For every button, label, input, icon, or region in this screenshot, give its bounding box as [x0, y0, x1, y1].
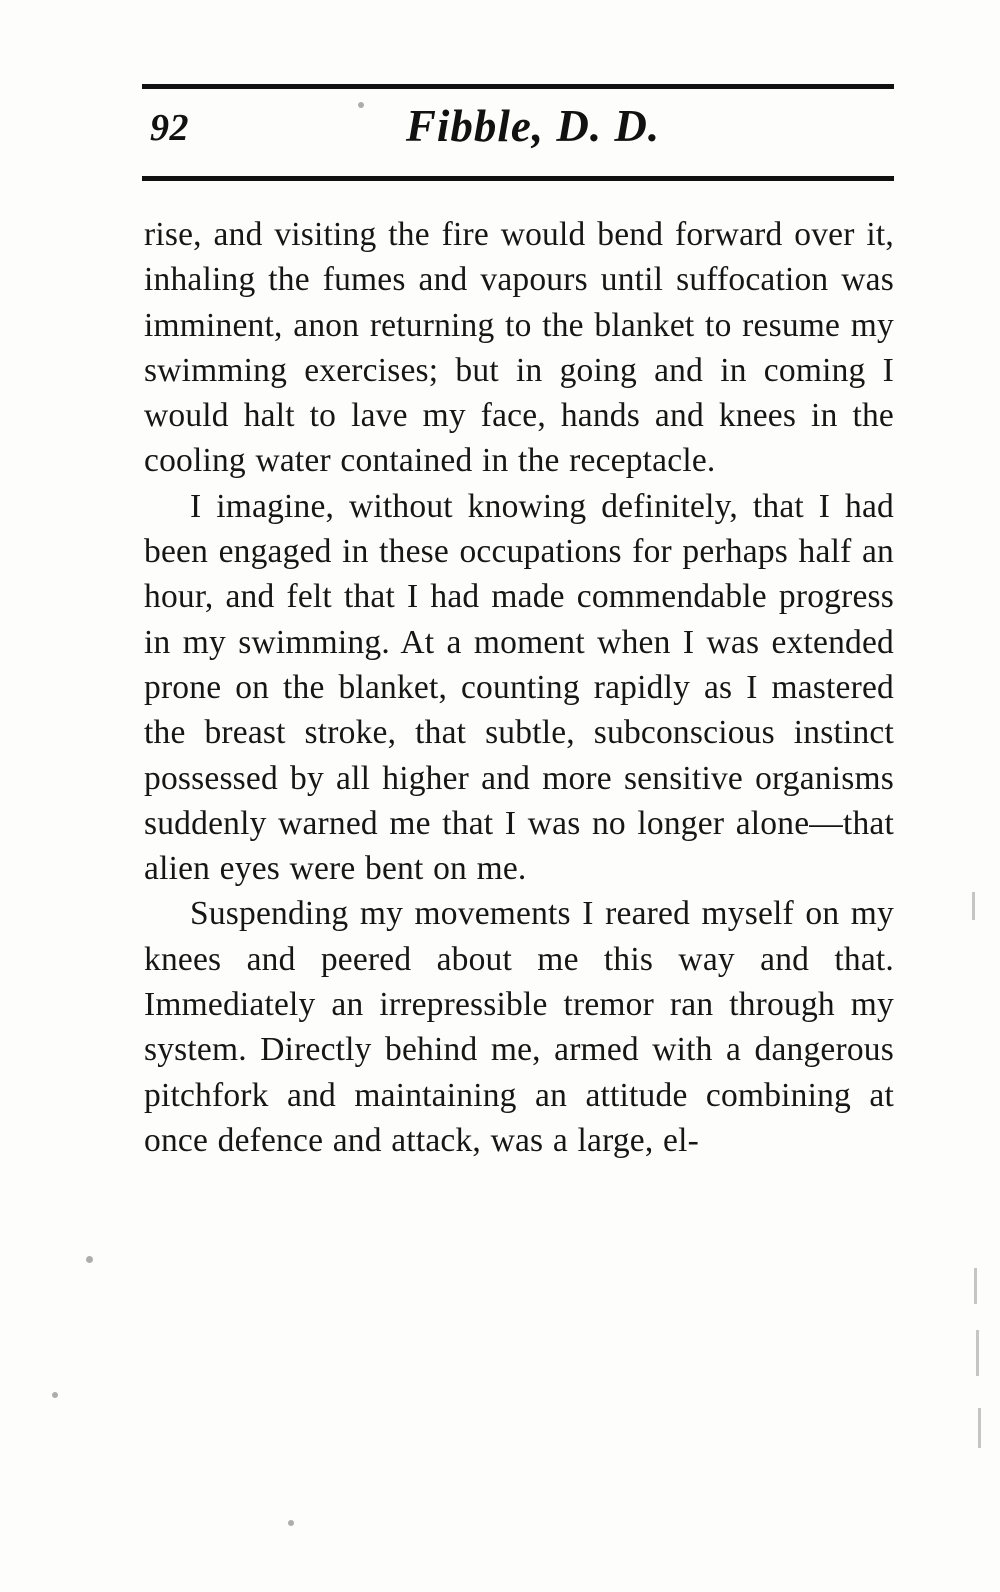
running-head	[142, 92, 894, 172]
paragraph: Suspending my movements I reared myself on my knees and peered about me this way and that. Immediately an irrepressible tremor ran through my system. Directly behind me, armed with a dangerous pitchfork and maintaining an attitude combining at once defence and attack, was a large, el-	[144, 895, 894, 1159]
paragraph: I imagine, without knowing definitely, that I had been engaged in these occupations for perhaps half an hour, and felt that I had made commendable progress in my swimming. At a moment when I was extended prone on the blanket, counting rapidly as I mastered the breast stroke, that subtle, subconscious instinct possessed by all higher and more sensitive organisms suddenly warned me that I was no longer alone—that alien eyes were bent on me.	[144, 487, 894, 888]
scan-edge-mark	[976, 1330, 979, 1376]
scan-speck	[86, 1256, 93, 1263]
running-title: Fibble, D. D.	[405, 101, 661, 151]
page-number: 92	[150, 107, 189, 149]
scan-speck	[358, 102, 364, 108]
body-text-column	[144, 212, 894, 1163]
scan-edge-mark	[972, 892, 975, 920]
scan-edge-mark	[974, 1268, 977, 1304]
scan-speck	[288, 1520, 294, 1526]
scan-speck	[52, 1392, 58, 1398]
paragraph: rise, and visiting the fire would bend forward over it, inhaling the fumes and vapours until suffocation was imminent, anon returning to the blanket to resume my swimming exercises; but in going and in coming I would halt to lave my face, hands and knees in the cooling water contained in the receptacle.	[144, 216, 894, 480]
scan-edge-mark	[978, 1408, 981, 1448]
header-rule-bottom	[142, 176, 894, 181]
header-rule-top	[142, 84, 894, 89]
